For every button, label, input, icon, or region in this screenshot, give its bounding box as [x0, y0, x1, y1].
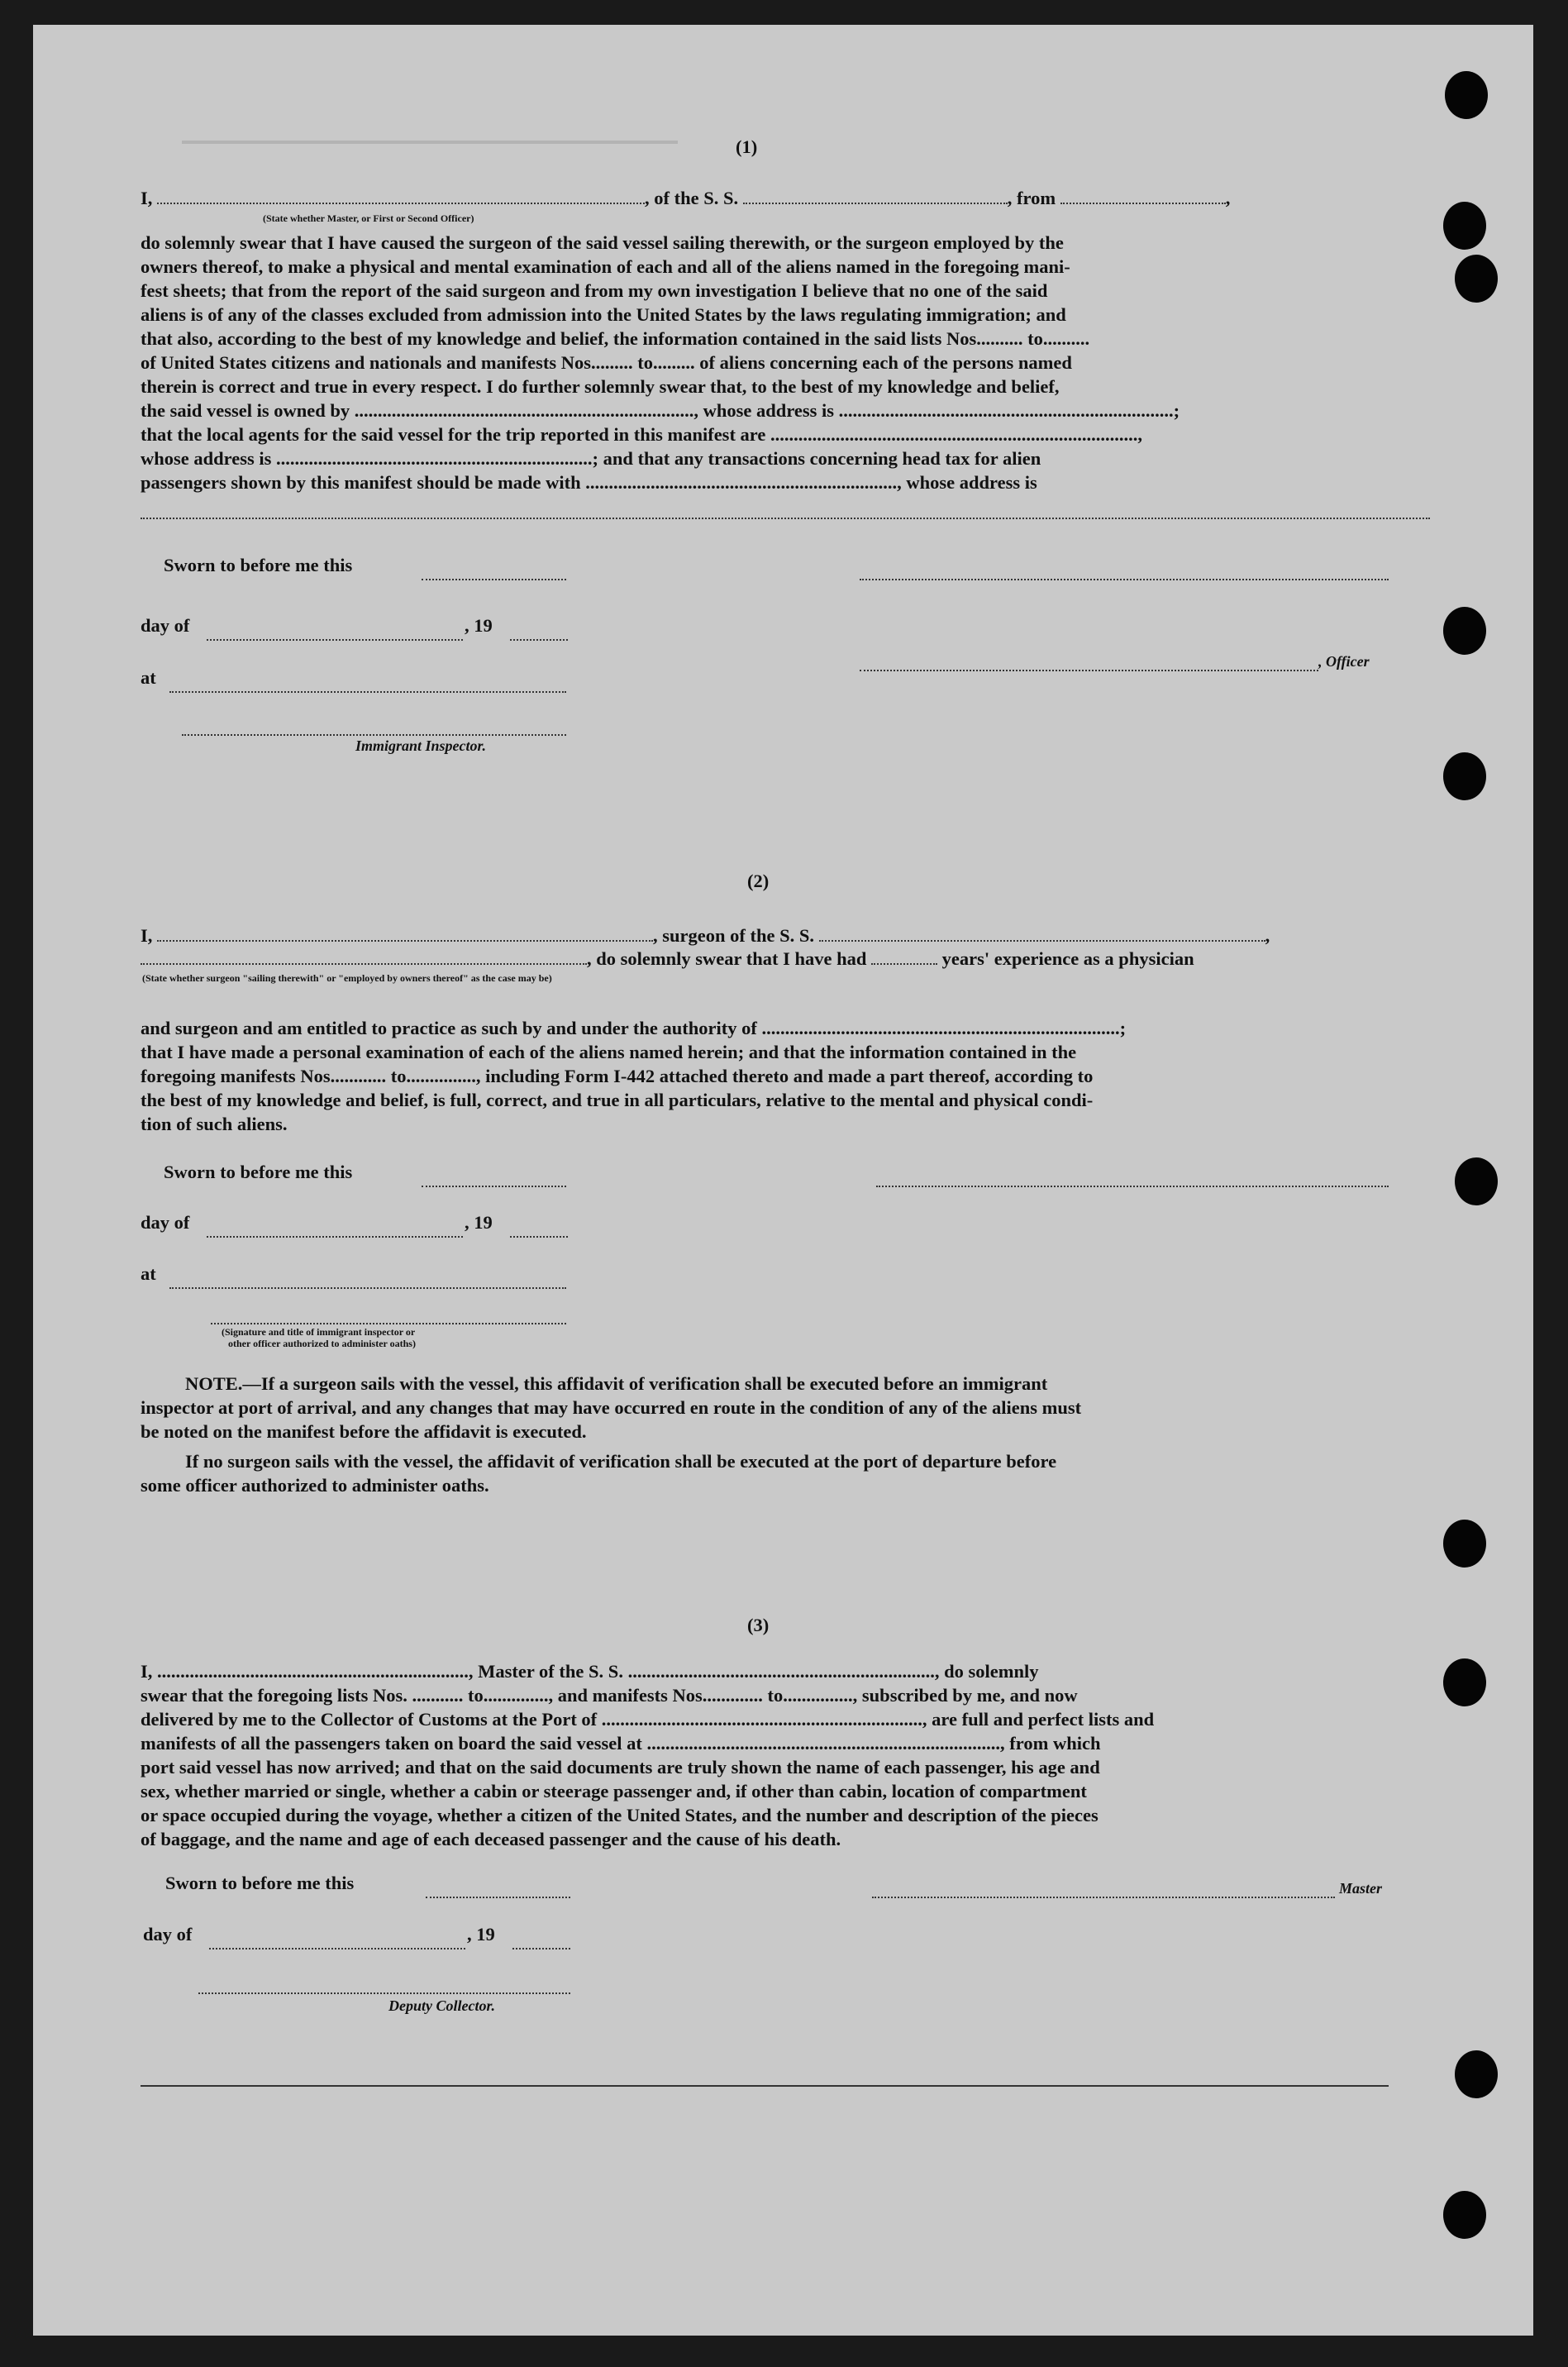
manifest-back-page	[33, 25, 1533, 2336]
body-line: that the local agents for the said vessel for the trip reported in this manifest are ...............................................................................,	[141, 424, 1143, 445]
punch-hole	[1455, 2050, 1498, 2098]
sworn-date-field[interactable]	[422, 577, 566, 580]
deputy-collector-label: Deputy Collector.	[388, 1997, 495, 2014]
from-label: , from	[1007, 188, 1056, 208]
body-line: swear that the foregoing lists Nos. ........... to.............., and manifests Nos............. to..............., subscribed by me, and now	[141, 1685, 1078, 1706]
body-line: passengers shown by this manifest should be made with ..................................................................., whose address is	[141, 472, 1037, 493]
body-line: or space occupied during the voyage, whether a citizen of the United States, and the number and description of the pieces	[141, 1805, 1099, 1825]
years-field[interactable]	[871, 948, 937, 965]
body-line: and surgeon and am entitled to practice as such by and under the authority of .............................................................................;	[141, 1018, 1127, 1038]
body-line: sex, whether married or single, whether a cabin or steerage passenger and, if other than cabin, location of compartment	[141, 1781, 1087, 1801]
section-2-number: (2)	[747, 871, 770, 891]
sworn-label: Sworn to before me this	[164, 555, 353, 575]
year-field[interactable]	[512, 1946, 570, 1949]
departure-port-field[interactable]	[1060, 188, 1226, 204]
bottom-rule	[141, 2085, 1389, 2087]
note-line: be noted on the manifest before the affidavit is executed.	[141, 1421, 587, 1442]
punch-hole	[1443, 752, 1486, 800]
note-line: inspector at port of arrival, and any changes that may have occurred en route in the condition of any of the aliens must	[141, 1397, 1082, 1418]
master-signature-field[interactable]	[872, 1895, 1335, 1898]
body-line: delivered by me to the Collector of Customs at the Port of ....................................................................., are full and perfect lists and	[141, 1709, 1155, 1730]
collector-signature-field[interactable]	[198, 1991, 570, 1994]
inspector-signature-field[interactable]	[211, 1321, 566, 1324]
section-1-number: (1)	[736, 136, 758, 157]
body-line: foregoing manifests Nos............ to..............., including Form I-442 attached thereto and made a part thereof, according to	[141, 1066, 1094, 1086]
body-line: of United States citizens and nationals and manifests Nos......... to......... of aliens concerning each of the persons named	[141, 352, 1072, 373]
at-label: at	[141, 667, 156, 688]
officer-title-field[interactable]	[157, 188, 645, 204]
note-line: If no surgeon sails with the vessel, the affidavit of verification shall be executed at the port of departure before	[185, 1451, 1057, 1472]
section-1-oath-line: I, , of the S. S. , from ,	[141, 188, 1231, 208]
officer-title-note: (State whether Master, or First or Second Officer)	[263, 212, 474, 224]
body-line: fest sheets; that from the report of the said surgeon and from my own investigation I believe that no one of the said	[141, 280, 1048, 301]
punch-hole	[1455, 255, 1498, 303]
at-label: at	[141, 1263, 156, 1284]
punch-hole	[1443, 2191, 1486, 2239]
punch-hole	[1443, 607, 1486, 655]
punch-hole	[1443, 1520, 1486, 1568]
day-of-field[interactable]	[209, 1946, 465, 1949]
at-place-field[interactable]	[169, 1286, 566, 1289]
surgeon-signature-field[interactable]	[876, 1184, 1389, 1187]
body-line: whose address is ....................................................................; and that any transactions concerning head tax for alien	[141, 448, 1041, 469]
sworn-label: Sworn to before me this	[165, 1873, 355, 1893]
master-label: Master	[1339, 1880, 1383, 1897]
day-of-field[interactable]	[207, 637, 463, 641]
body-line: do solemnly swear that I have caused the surgeon of the said vessel sailing therewith, or the surgeon employed by the	[141, 232, 1064, 253]
sworn-date-field[interactable]	[422, 1184, 566, 1187]
address-field[interactable]	[141, 516, 1430, 519]
body-line: owners thereof, to make a physical and mental examination of each and all of the aliens named in the foregoing mani-	[141, 256, 1070, 277]
year-label: , 19	[467, 1924, 495, 1945]
inspector-signature-field[interactable]	[182, 733, 566, 736]
section-2-i: I,	[141, 925, 153, 946]
swear-label: , do solemnly swear that I have had	[587, 948, 867, 969]
of-ss-label: , of the S. S.	[645, 188, 739, 208]
body-line: I, ..................................................................., Master of the S. S. .................................................................., do solemnly	[141, 1661, 1039, 1682]
year-field[interactable]	[510, 1234, 568, 1238]
body-line: of baggage, and the name and age of each deceased passenger and the cause of his death.	[141, 1829, 841, 1849]
signature-note: (Signature and title of immigrant inspector or	[222, 1326, 416, 1338]
day-of-label: day of	[143, 1924, 193, 1945]
body-line: that I have made a personal examination of each of the aliens named herein; and that the information contained in the	[141, 1042, 1077, 1062]
punch-hole	[1445, 71, 1488, 119]
day-of-label: day of	[141, 1212, 190, 1233]
punch-hole	[1443, 202, 1486, 250]
year-field[interactable]	[510, 637, 568, 641]
body-line: manifests of all the passengers taken on board the said vessel at ............................................................................, from which	[141, 1733, 1101, 1754]
inspector-label: Immigrant Inspector.	[355, 737, 487, 754]
vessel-name-field[interactable]	[743, 188, 1008, 204]
years-label: years' experience as a physician	[941, 948, 1194, 969]
surgeon-name-field[interactable]	[157, 925, 653, 942]
signature-note: other officer authorized to administer oaths)	[228, 1338, 416, 1349]
section-3-number: (3)	[747, 1615, 770, 1635]
bleed-through-mark	[182, 141, 678, 165]
body-line: the said vessel is owned by ........................................................................., whose address is ........................................................................;	[141, 400, 1180, 421]
day-of-label: day of	[141, 615, 190, 636]
surgeon-vessel-field[interactable]	[819, 925, 1265, 942]
year-label: , 19	[465, 615, 493, 636]
note-line: NOTE.—If a surgeon sails with the vessel, this affidavit of verification shall be executed before an immigrant	[185, 1373, 1048, 1394]
year-label: , 19	[465, 1212, 493, 1233]
section-1-i: I,	[141, 188, 153, 208]
punch-hole	[1455, 1157, 1498, 1205]
officer-label: , Officer	[1318, 653, 1370, 670]
surgeon-of-ss-label: , surgeon of the S. S.	[653, 925, 815, 946]
sworn-label: Sworn to before me this	[164, 1162, 353, 1182]
surgeon-status-field[interactable]	[141, 948, 587, 965]
section-2-oath-line: I, , surgeon of the S. S. ,	[141, 925, 1270, 946]
punch-hole	[1443, 1658, 1486, 1706]
body-line: that also, according to the best of my knowledge and belief, the information contained in the said lists Nos.......... to..........	[141, 328, 1090, 349]
section-2-swear-line	[141, 947, 1194, 971]
at-place-field[interactable]	[169, 690, 566, 693]
body-line: therein is correct and true in every respect. I do further solemnly swear that, to the best of my knowledge and belief,	[141, 376, 1060, 397]
surgeon-status-note: (State whether surgeon "sailing therewith" or "employed by owners thereof" as the case may be)	[142, 972, 552, 984]
officer-signature-field[interactable]	[860, 668, 1318, 671]
body-line: aliens is of any of the classes excluded from admission into the United States by the laws regulating immigration; and	[141, 304, 1066, 325]
note-line: some officer authorized to administer oaths.	[141, 1475, 489, 1496]
officer-signature-top-field[interactable]	[860, 577, 1389, 580]
body-line: the best of my knowledge and belief, is full, correct, and true in all particulars, relative to the mental and physical condi-	[141, 1090, 1094, 1110]
body-line: tion of such aliens.	[141, 1114, 288, 1134]
day-of-field[interactable]	[207, 1234, 463, 1238]
body-line: port said vessel has now arrived; and that on the said documents are truly shown the name of each passenger, his age and	[141, 1757, 1100, 1778]
sworn-date-field[interactable]	[426, 1895, 570, 1898]
